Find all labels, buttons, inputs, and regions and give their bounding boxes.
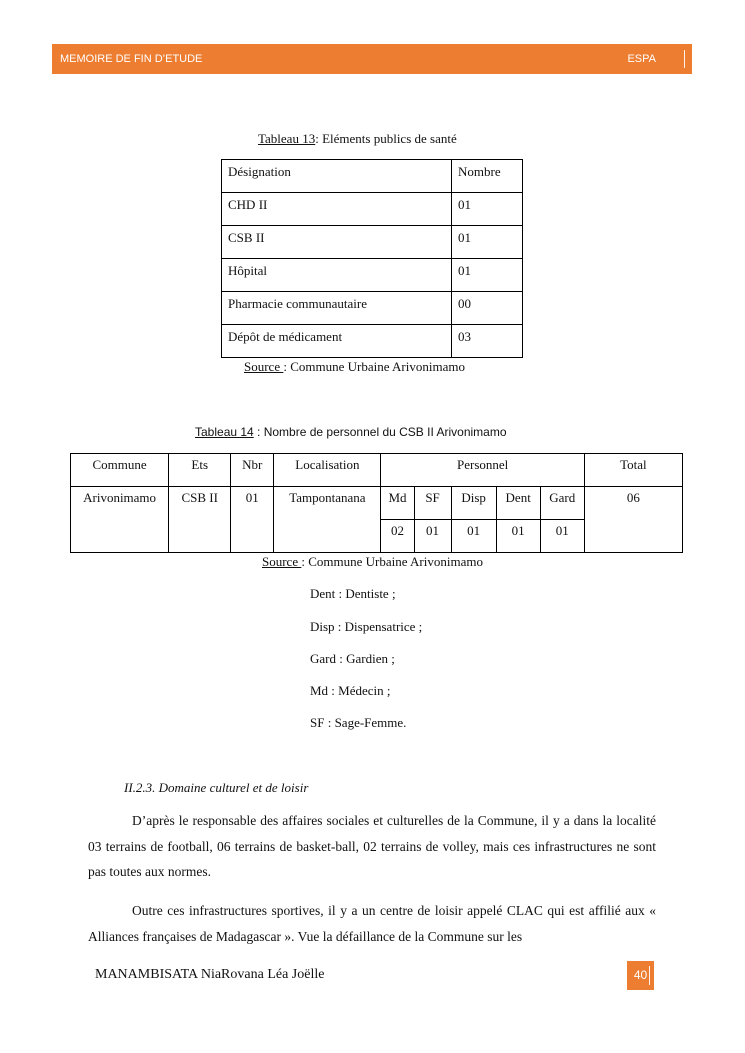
table13-cell: 01 [452, 193, 523, 226]
table13-cell: Dépôt de médicament [222, 325, 452, 358]
table13-source-text: : Commune Urbaine Arivonimamo [283, 359, 465, 374]
table14-role: Disp [451, 487, 496, 520]
table14-caption-label: Tableau 14 [195, 425, 254, 439]
table-row [71, 487, 683, 520]
table-row [222, 259, 523, 292]
table14-caption [195, 425, 507, 439]
table-header-row [71, 454, 683, 487]
table14-count: 02 [381, 520, 414, 553]
table14-caption-text: : Nombre de personnel du CSB II Arivonimamo [253, 425, 507, 439]
page-number: 40 [633, 968, 648, 982]
footer-author: MANAMBISATA NiaRovana Léa Joëlle [95, 967, 325, 982]
legend-item: SF : Sage-Femme. [310, 715, 407, 730]
table-row [222, 292, 523, 325]
table13-header-designation: Désignation [222, 160, 452, 193]
table14-count: 01 [540, 520, 584, 553]
table14-count: 01 [451, 520, 496, 553]
table13-cell: CSB II [222, 226, 452, 259]
table14-role: SF [414, 487, 451, 520]
header-separator [684, 50, 685, 68]
table-header-row [222, 160, 523, 193]
table13-source [244, 359, 465, 375]
table13-cell: CHD II [222, 193, 452, 226]
legend-item: Md : Médecin ; [310, 683, 391, 698]
table14-role: Dent [496, 487, 540, 520]
table14-source-text: : Commune Urbaine Arivonimamo [301, 554, 483, 569]
table13-caption-label: Tableau 13 [258, 131, 316, 146]
page-number-box [627, 961, 654, 990]
legend-item: Dent : Dentiste ; [310, 586, 396, 601]
table13-cell: Hôpital [222, 259, 452, 292]
table14-role: Gard [540, 487, 584, 520]
table13-source-label: Source [244, 359, 284, 374]
table13-header-nombre: Nombre [452, 160, 523, 193]
table13-caption-text: : Eléments publics de santé [315, 131, 457, 146]
section-title: II.2.3. Domaine culturel et de loisir [124, 780, 309, 795]
table14-header-nbr: Nbr [231, 454, 274, 487]
table14-source [262, 554, 483, 570]
paragraph: Outre ces infrastructures sportives, il y a un centre de loisir appelé CLAC qui est affilié aux « Alliances françaises de Madagascar ». Vue la défaillance de la Commune sur les [88, 903, 656, 944]
table14 [70, 453, 683, 553]
table14-source-label: Source [262, 554, 302, 569]
table14-header-localisation: Localisation [274, 454, 381, 487]
table13-cell: 01 [452, 259, 523, 292]
table14-header-personnel: Personnel [381, 454, 584, 487]
table-row [222, 226, 523, 259]
table14-cell-ets: CSB II [169, 487, 231, 553]
table13-cell: 00 [452, 292, 523, 325]
page-number-separator [649, 966, 650, 985]
table14-cell-commune: Arivonimamo [71, 487, 169, 553]
table14-cell-nbr: 01 [231, 487, 274, 553]
table14-cell-localisation: Tampontanana [274, 487, 381, 553]
table14-header-total: Total [584, 454, 682, 487]
table14-cell-total: 06 [584, 487, 682, 553]
table-row [222, 193, 523, 226]
table-row [222, 325, 523, 358]
table13 [221, 159, 523, 358]
table13-cell: Pharmacie communautaire [222, 292, 452, 325]
table13-caption [258, 131, 457, 147]
header-title: MEMOIRE DE FIN D’ETUDE [60, 53, 203, 65]
table14-count: 01 [496, 520, 540, 553]
legend-item: Disp : Dispensatrice ; [310, 619, 423, 634]
table13-cell: 01 [452, 226, 523, 259]
header-school: ESPA [627, 53, 656, 65]
table13-cell: 03 [452, 325, 523, 358]
page-header [52, 44, 692, 74]
table14-role: Md [381, 487, 414, 520]
table14-header-commune: Commune [71, 454, 169, 487]
table14-count: 01 [414, 520, 451, 553]
legend-item: Gard : Gardien ; [310, 651, 395, 666]
paragraph: D’après le responsable des affaires sociales et culturelles de la Commune, il y a dans la localité 03 terrains de football, 06 terrains de basket-ball, 02 terrains de volley, mais ces infrastructures ne sont pas toutes aux normes. [88, 813, 656, 879]
table14-header-ets: Ets [169, 454, 231, 487]
